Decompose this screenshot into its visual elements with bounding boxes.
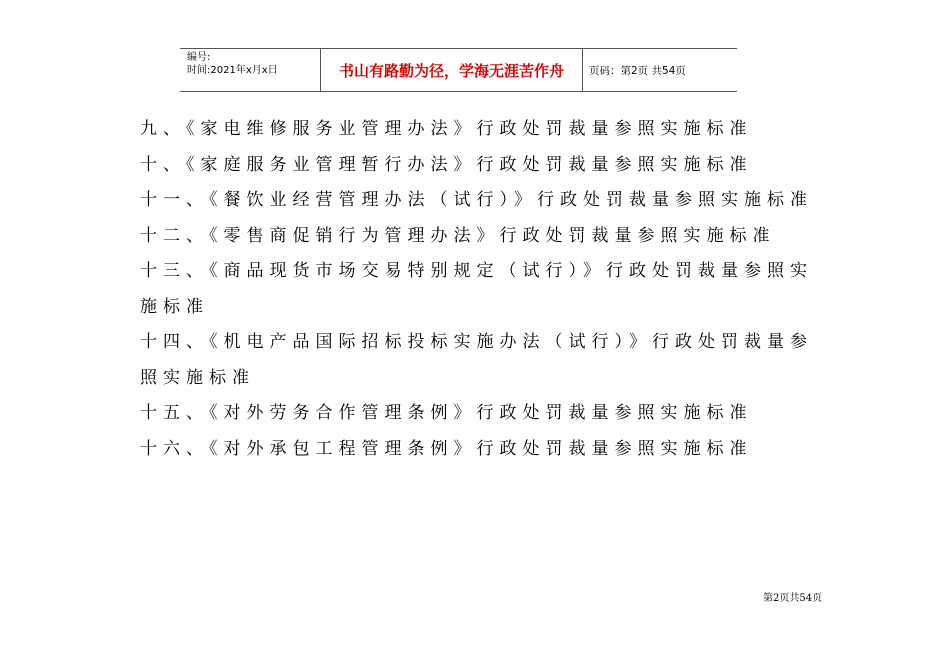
time-label: 时间:2021年x月x日 [187,65,278,76]
list-item: 十四、《机电产品国际招标投标实施办法（试行）》行政处罚裁量参照实施标准 [140,332,813,388]
list-item: 十五、《对外劳务合作管理条例》行政处罚裁量参照实施标准 [140,403,753,423]
header-page-cell [583,49,737,91]
page-info: 页码：第2页 共54页 [589,64,686,77]
header-motto-cell [321,49,583,91]
list-item: 十二、《零售商促销行为管理办法》行政处罚裁量参照实施标准 [140,225,776,246]
page-footer: 第2页共54页 [763,593,823,604]
list-item: 十三、《商品现货市场交易特别规定（试行）》行政处罚裁量参照实施标准 [140,261,813,317]
motto-text: 书山有路勤为径，学海无涯苦作舟 [338,61,564,80]
list-item: 十六、《对外承包工程管理条例》行政处罚裁量参照实施标准 [140,438,753,459]
header-meta-cell [180,49,321,91]
list-item: 十一、《餐饮业经营管理办法（试行）》行政处罚裁量参照实施标准 [140,190,813,210]
number-label: 编号: [187,52,211,63]
list-item: 十、《家庭服务业管理暂行办法》行政处罚裁量参照实施标准 [140,154,753,175]
item-list [140,112,830,467]
list-item: 九、《家电维修服务业管理办法》行政处罚裁量参照实施标准 [140,119,753,139]
document-header [180,48,737,92]
